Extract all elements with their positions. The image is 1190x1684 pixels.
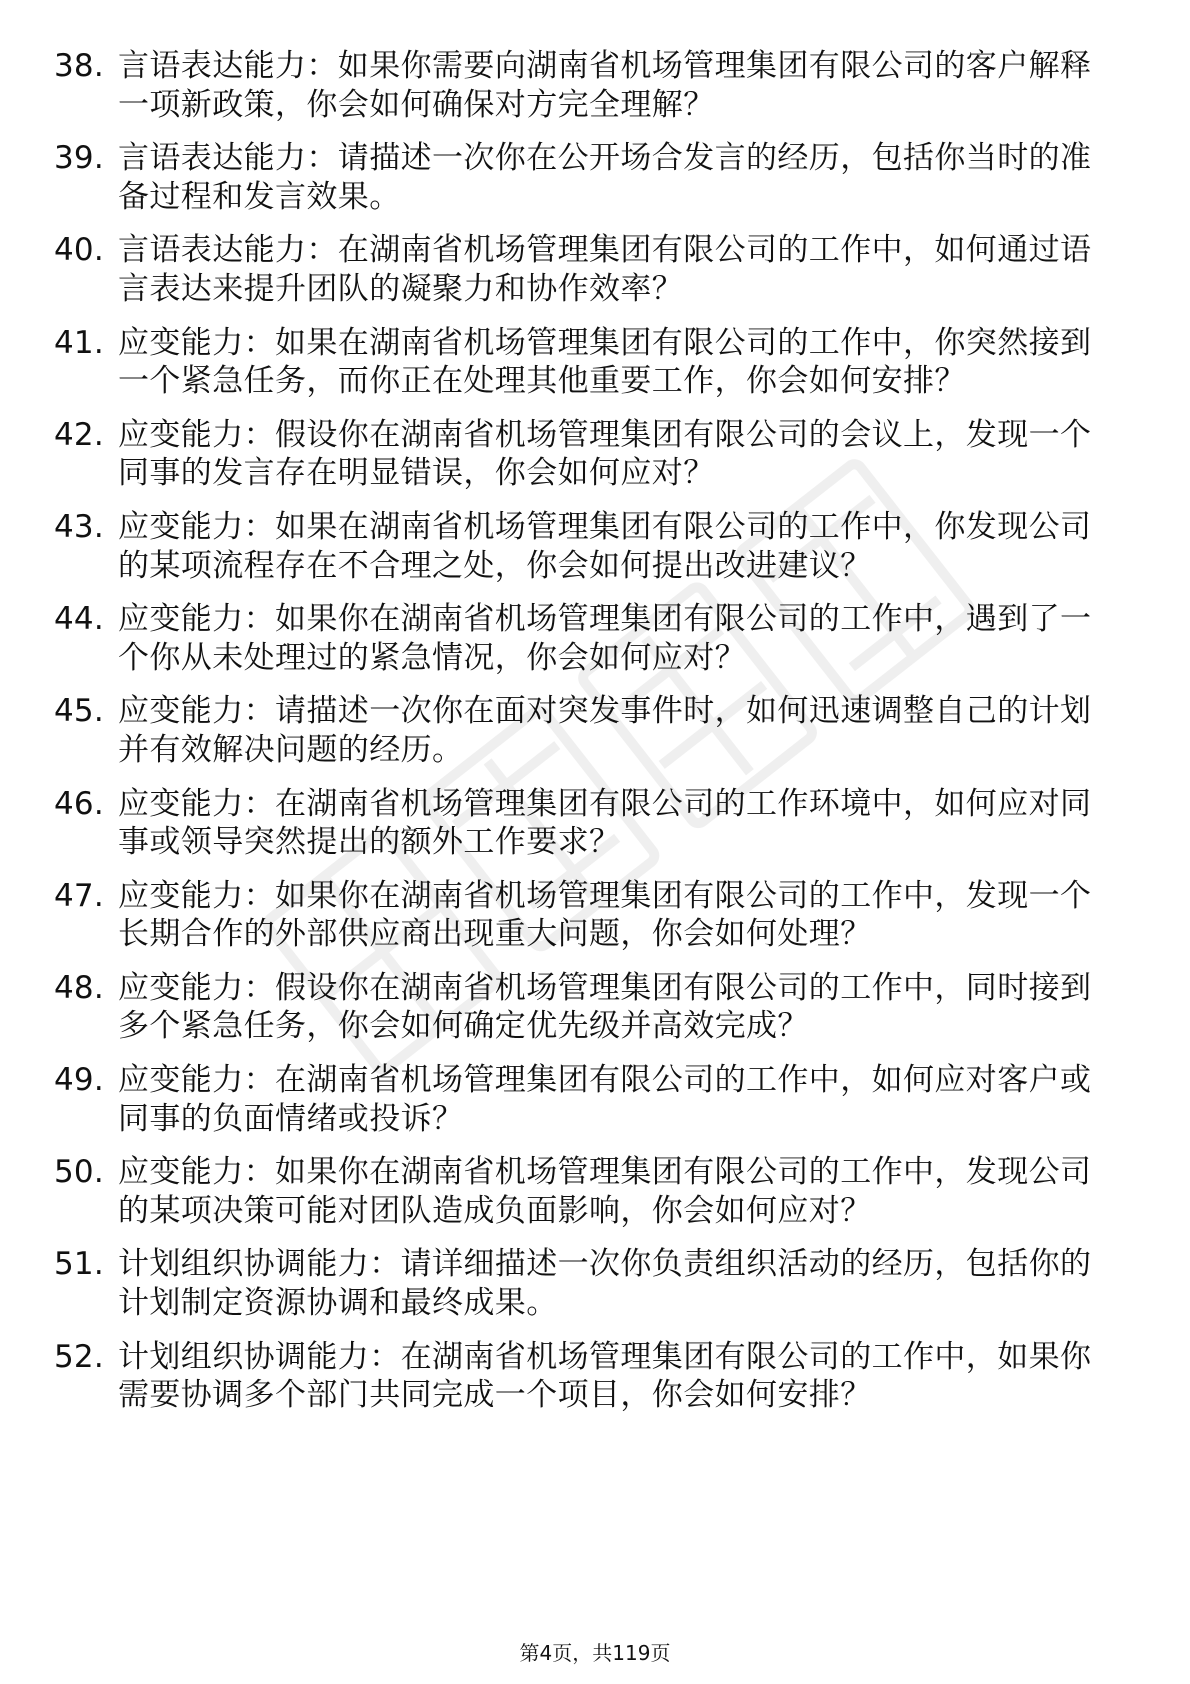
- question-number: 43.: [54, 508, 104, 545]
- question-number: 47.: [54, 877, 104, 914]
- question-text: 应变能力：如果你在湖南省机场管理集团有限公司的工作中，发现公司的某项决策可能对团队造成负面影响，你会如何应对？: [118, 1154, 1092, 1229]
- question-text: 应变能力：在湖南省机场管理集团有限公司的工作中，如何应对客户或同事的负面情绪或投诉？: [118, 1062, 1092, 1137]
- page-number-footer: 第4页，共119页: [519, 1641, 671, 1665]
- question-item-48: [0, 969, 1190, 1046]
- question-item-46: [0, 785, 1190, 862]
- question-text: 言语表达能力：请描述一次你在公开场合发言的经历，包括你当时的准备过程和发言效果。: [118, 140, 1092, 215]
- question-item-43: [0, 508, 1190, 585]
- question-number: 45.: [54, 693, 104, 730]
- question-number: 42.: [54, 416, 104, 453]
- question-number: 49.: [54, 1062, 104, 1099]
- question-text: 应变能力：如果在湖南省机场管理集团有限公司的工作中，你发现公司的某项流程存在不合理之处，你会如何提出改进建议？: [118, 508, 1092, 584]
- question-number: 50.: [54, 1154, 104, 1191]
- question-number: 46.: [54, 785, 104, 822]
- question-text: 计划组织协调能力：在湖南省机场管理集团有限公司的工作中，如果你需要协调多个部门共同完成一个项目，你会如何安排？: [118, 1338, 1092, 1414]
- question-item-51: [0, 1245, 1190, 1322]
- question-text: 言语表达能力：在湖南省机场管理集团有限公司的工作中，如何通过语言表达来提升团队的凝聚力和协作效率？: [118, 232, 1092, 307]
- question-item-49: [0, 1061, 1190, 1138]
- question-text: 应变能力：如果在湖南省机场管理集团有限公司的工作中，你突然接到一个紧急任务，而你正在处理其他重要工作，你会如何安排？: [118, 324, 1092, 400]
- question-number: 44.: [54, 601, 104, 638]
- question-item-47: [0, 877, 1190, 954]
- question-number: 39.: [54, 140, 104, 177]
- question-number: 51.: [54, 1246, 104, 1283]
- question-text: 应变能力：请描述一次你在面对突发事件时，如何迅速调整自己的计划并有效解决问题的经历。: [118, 693, 1092, 768]
- question-text: 计划组织协调能力：请详细描述一次你负责组织活动的经历，包括你的计划制定资源协调和最终成果。: [118, 1246, 1092, 1322]
- question-number: 41.: [54, 324, 104, 361]
- question-number: 52.: [54, 1338, 104, 1375]
- question-item-40: [0, 231, 1190, 308]
- question-list: [0, 47, 1190, 1430]
- question-text: 应变能力：如果你在湖南省机场管理集团有限公司的工作中，遇到了一个你从未处理过的紧急情况，你会如何应对？: [118, 601, 1092, 676]
- question-text: 应变能力：假设你在湖南省机场管理集团有限公司的会议上，发现一个同事的发言存在明显错误，你会如何应对？: [118, 416, 1092, 492]
- question-number: 38.: [54, 48, 104, 84]
- question-number: 40.: [54, 232, 104, 269]
- question-number: 48.: [54, 969, 104, 1006]
- question-item-41: [0, 324, 1190, 401]
- question-text: 应变能力：假设你在湖南省机场管理集团有限公司的工作中，同时接到多个紧急任务，你会如何确定优先级并高效完成？: [118, 969, 1092, 1045]
- question-item-45: [0, 692, 1190, 769]
- question-text: 言语表达能力：如果你需要向湖南省机场管理集团有限公司的客户解释一项新政策，你会如何确保对方完全理解？: [118, 48, 1092, 123]
- question-item-42: [0, 416, 1190, 493]
- question-item-38: [0, 47, 1190, 124]
- question-text: 应变能力：如果你在湖南省机场管理集团有限公司的工作中，发现一个长期合作的外部供应商出现重大问题，你会如何处理？: [118, 877, 1092, 953]
- question-item-50: [0, 1153, 1190, 1230]
- question-item-39: [0, 139, 1190, 216]
- question-text: 应变能力：在湖南省机场管理集团有限公司的工作环境中，如何应对同事或领导突然提出的额外工作要求？: [118, 785, 1092, 861]
- question-item-44: [0, 600, 1190, 677]
- question-item-52: [0, 1338, 1190, 1415]
